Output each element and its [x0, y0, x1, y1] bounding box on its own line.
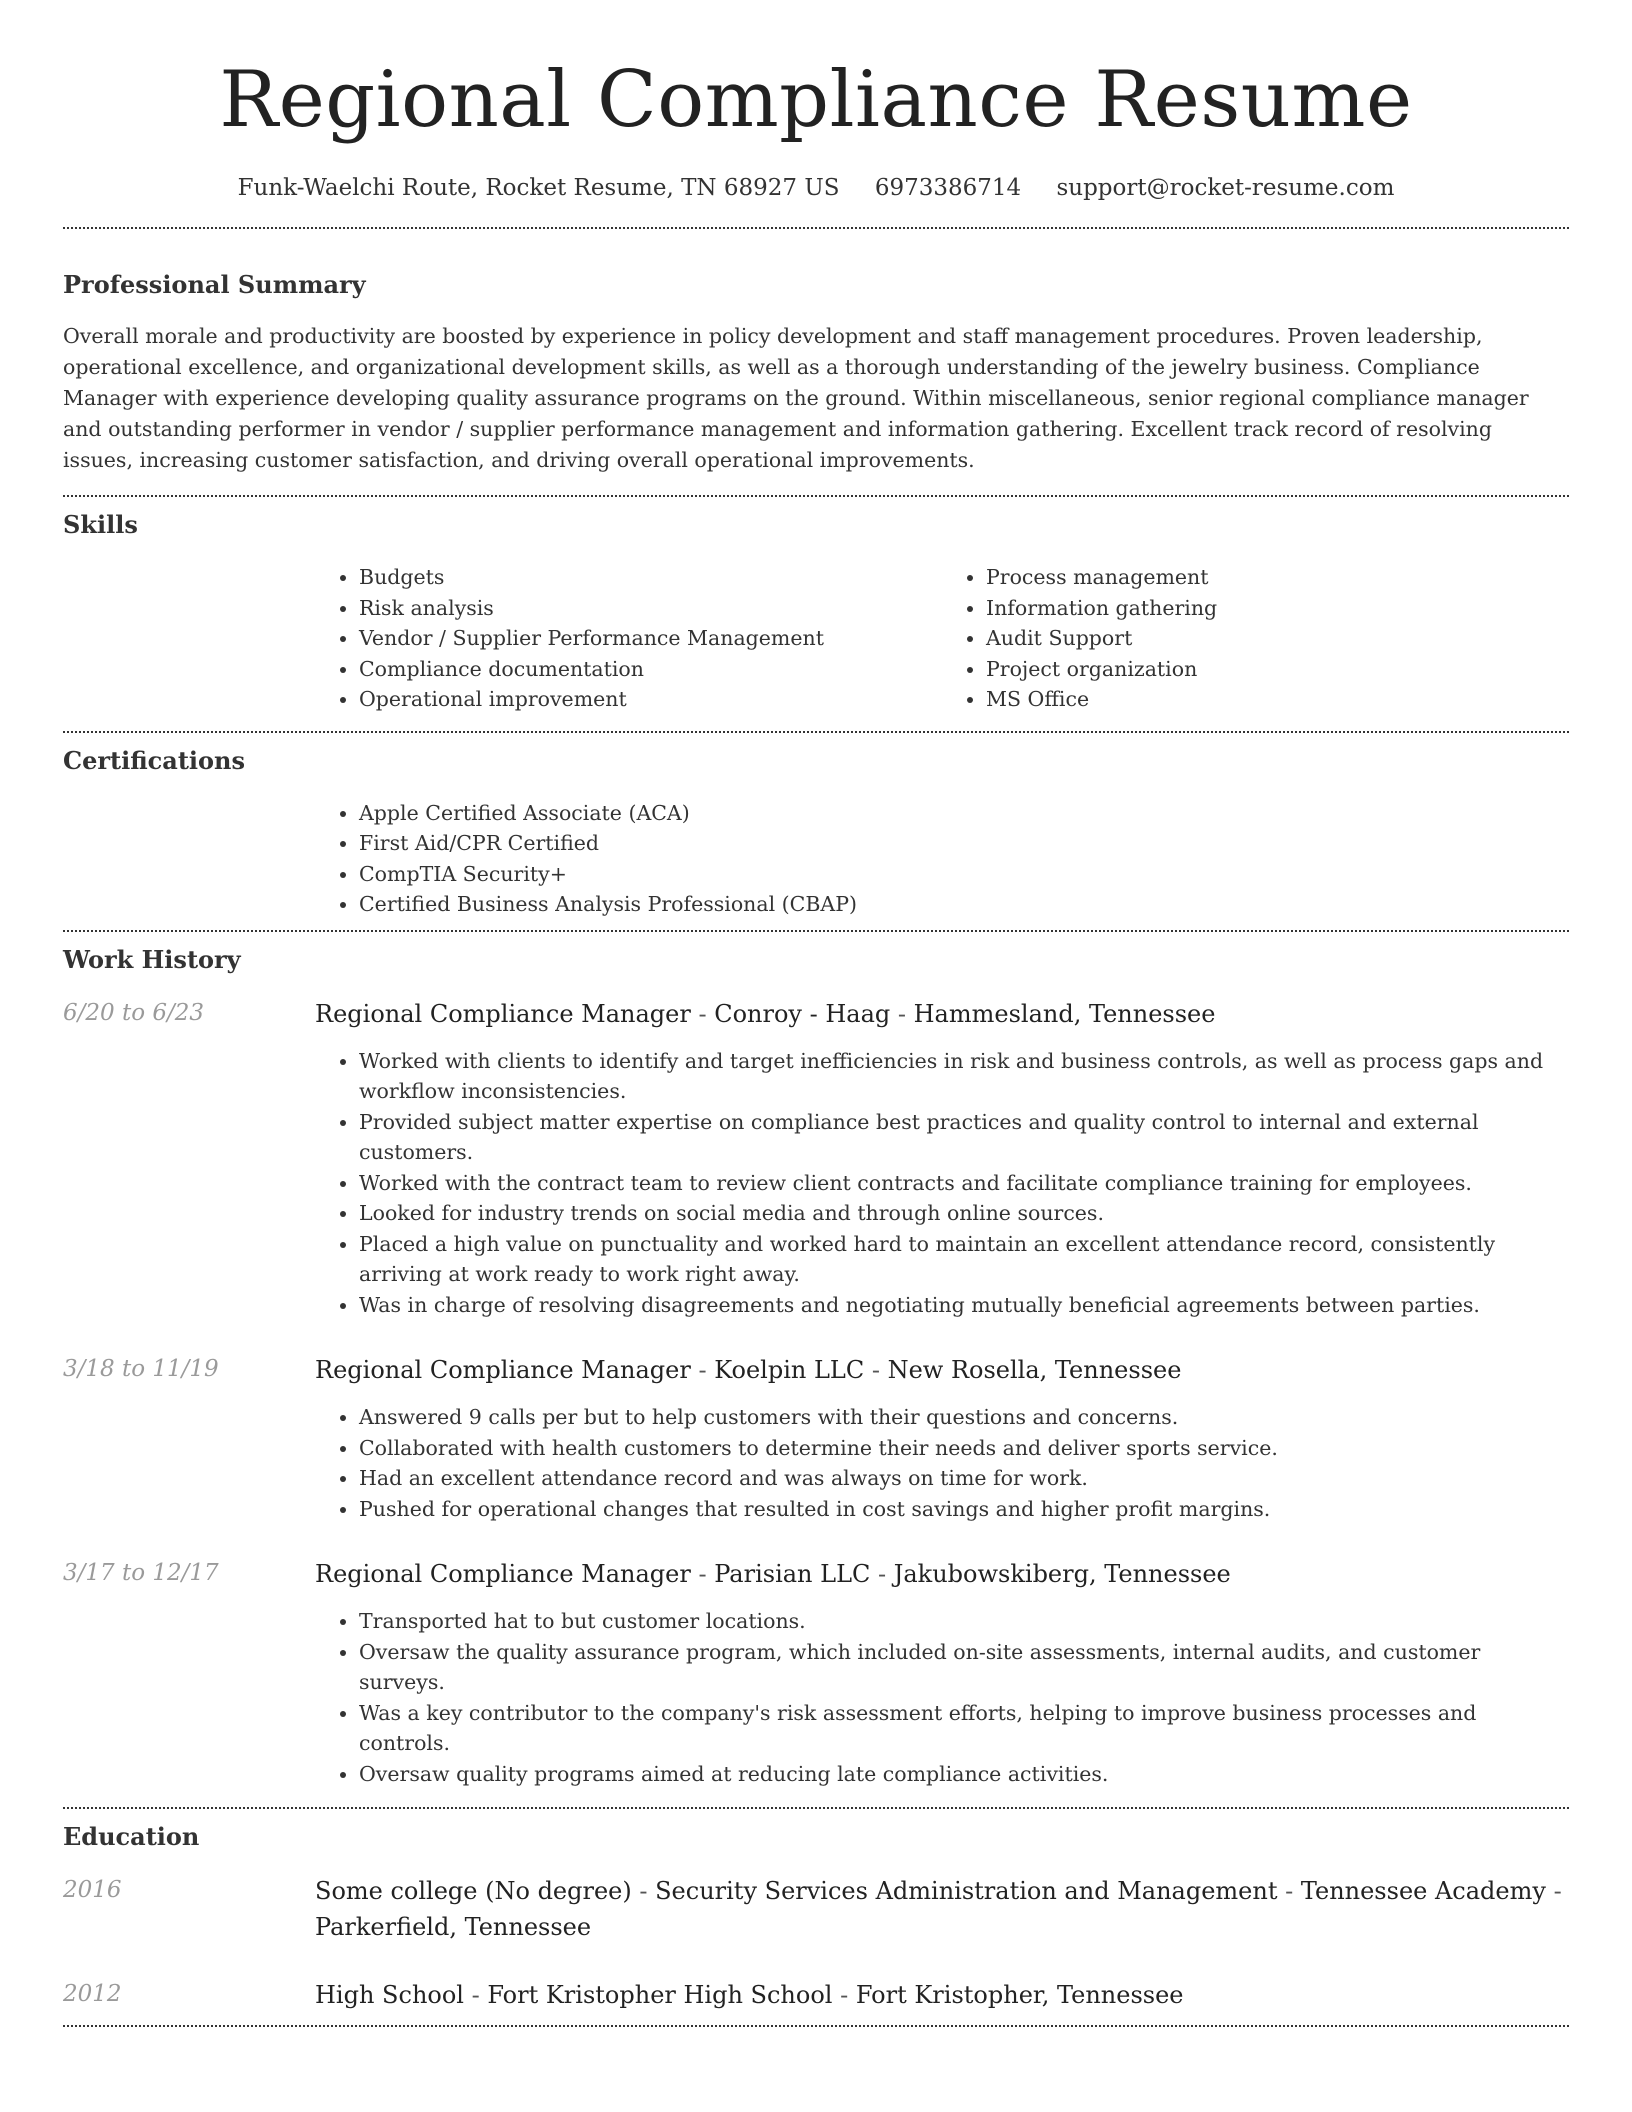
list-item: • Was in charge of resolving disagreements and negotiating mutually beneficial agreements between parties.	[359, 1290, 1569, 1321]
list-item: • Information gathering	[986, 593, 1569, 624]
list-item: • Pushed for operational changes that resulted in cost savings and higher profit margins.	[359, 1494, 1569, 1525]
certifications-list	[315, 798, 1569, 920]
skills-column-left	[315, 562, 942, 715]
work-entry	[63, 1352, 1569, 1524]
list-item: • Apple Certified Associate (ACA)	[359, 798, 1569, 829]
email: support@rocket-resume.com	[1056, 175, 1395, 201]
education-year: 2016	[63, 1877, 122, 1903]
divider	[63, 495, 1569, 497]
list-item: • Provided subject matter expertise on compliance best practices and quality control to internal and external customers.	[359, 1107, 1569, 1168]
location: New Rosella, Tennessee	[887, 1356, 1182, 1384]
list-item: • Certified Business Analysis Professional (CBAP)	[359, 889, 1569, 920]
company: Parisian LLC	[714, 1560, 871, 1588]
list-item: • Transported hat to but customer locations.	[359, 1606, 1569, 1637]
field-of-study: Security Services Administration and Management	[655, 1877, 1278, 1905]
work-dates: 3/18 to 11/19	[63, 1356, 219, 1382]
work-body	[315, 1352, 1569, 1524]
list-item: • Process management	[986, 562, 1569, 593]
work-bullets	[315, 1606, 1569, 1789]
company: Conroy - Haag	[714, 999, 891, 1028]
education-title-line: High School - Fort Kristopher High School - Fort Kristopher, Tennessee	[315, 1981, 1184, 2009]
job-title: Regional Compliance Manager	[315, 1356, 691, 1384]
section-heading-education: Education	[63, 1822, 200, 1851]
list-item: • First Aid/CPR Certified	[359, 828, 1569, 859]
work-dates: 6/20 to 6/23	[63, 999, 205, 1026]
list-item: • Compliance documentation	[359, 654, 942, 685]
location: Hammesland, Tennessee	[913, 999, 1216, 1028]
location: Fort Kristopher, Tennessee	[855, 1981, 1184, 2009]
education-entry	[63, 1977, 1569, 2013]
school: Tennessee Academy	[1300, 1877, 1546, 1905]
list-item: • Vendor / Supplier Performance Management	[359, 623, 942, 654]
list-item: • Operational improvement	[359, 684, 942, 715]
education-title-line: Some college (No degree) - Security Services Administration and Management - Tennessee Academy - Parkerfield, Tennessee	[315, 1877, 1562, 1941]
list-item: • Oversaw quality programs aimed at reducing late compliance activities.	[359, 1759, 1569, 1790]
work-entry	[63, 996, 1569, 1321]
work-title-line: Regional Compliance Manager - Parisian LLC - Jakubowskiberg, Tennessee	[315, 1560, 1231, 1588]
work-dates: 3/17 to 12/17	[63, 1560, 219, 1586]
work-bullets	[315, 1402, 1569, 1524]
list-item: • MS Office	[986, 684, 1569, 715]
section-heading-work-history: Work History	[63, 944, 241, 974]
list-item: • Placed a high value on punctuality and worked hard to maintain an excellent attendance record, consistently arriving at work ready to work right away.	[359, 1229, 1569, 1290]
list-item: • Looked for industry trends on social media and through online sources.	[359, 1198, 1569, 1229]
list-item: • Was a key contributor to the company's risk assessment efforts, helping to improve business processes and controls.	[359, 1698, 1569, 1759]
list-item: • Worked with the contract team to review client contracts and facilitate compliance training for employees.	[359, 1168, 1569, 1199]
list-item: • Project organization	[986, 654, 1569, 685]
work-body	[315, 1556, 1569, 1789]
skills-list	[315, 562, 1569, 715]
address: Funk-Waelchi Route, Rocket Resume, TN 68927 US	[237, 175, 840, 201]
phone: 6973386714	[874, 175, 1022, 201]
summary-text: Overall morale and productivity are boosted by experience in policy development and staff management procedures. Proven leadership, operational excellence, and organizational development skills, as well as a thorough understanding of the jewelry business. Compliance Manager with experience developing quality assurance programs on the ground. Within miscellaneous, senior regional compliance manager and outstanding performer in vendor / supplier performance management and information gathering. Excellent track record of resolving issues, increasing customer satisfaction, and driving overall operational improvements.	[63, 324, 1529, 472]
divider	[63, 227, 1569, 229]
contact-line	[63, 172, 1569, 204]
resume-title: Regional Compliance Resume	[219, 55, 1413, 145]
section-heading-summary: Professional Summary	[63, 270, 366, 299]
list-item: • Oversaw the quality assurance program, which included on-site assessments, internal audits, and customer surveys.	[359, 1637, 1569, 1698]
degree: Some college (No degree)	[315, 1877, 632, 1905]
education-body	[315, 1873, 1569, 1945]
school: Fort Kristopher High School	[487, 1981, 833, 2009]
education-year: 2012	[63, 1981, 122, 2007]
work-bullets	[315, 1046, 1569, 1321]
location: Jakubowskiberg, Tennessee	[893, 1560, 1231, 1588]
work-title-line: Regional Compliance Manager - Conroy - Haag - Hammesland, Tennessee	[315, 999, 1216, 1028]
location: Parkerfield, Tennessee	[315, 1913, 592, 1941]
list-item: • Worked with clients to identify and target inefficiencies in risk and business controls, as well as process gaps and workflow inconsistencies.	[359, 1046, 1569, 1107]
skills-column-right	[942, 562, 1569, 715]
work-entry	[63, 1556, 1569, 1789]
section-heading-certifications: Certifications	[63, 745, 246, 775]
divider	[63, 2025, 1569, 2027]
education-body	[315, 1977, 1569, 2013]
work-title-line: Regional Compliance Manager - Koelpin LLC - New Rosella, Tennessee	[315, 1356, 1182, 1384]
list-item: • Collaborated with health customers to determine their needs and deliver sports service.	[359, 1433, 1569, 1464]
job-title: Regional Compliance Manager	[315, 1560, 691, 1588]
section-heading-skills: Skills	[63, 510, 138, 539]
job-title: Regional Compliance Manager	[315, 999, 691, 1028]
company: Koelpin LLC	[714, 1356, 865, 1384]
divider	[63, 1807, 1569, 1809]
divider	[63, 930, 1569, 932]
list-item: • CompTIA Security+	[359, 859, 1569, 890]
list-item: • Had an excellent attendance record and was always on time for work.	[359, 1463, 1569, 1494]
education-entry	[63, 1873, 1569, 1945]
degree: High School	[315, 1981, 464, 2009]
work-body	[315, 996, 1569, 1321]
list-item: • Answered 9 calls per but to help customers with their questions and concerns.	[359, 1402, 1569, 1433]
list-item: • Budgets	[359, 562, 942, 593]
divider	[63, 731, 1569, 733]
list-item: • Risk analysis	[359, 593, 942, 624]
list-item: • Audit Support	[986, 623, 1569, 654]
